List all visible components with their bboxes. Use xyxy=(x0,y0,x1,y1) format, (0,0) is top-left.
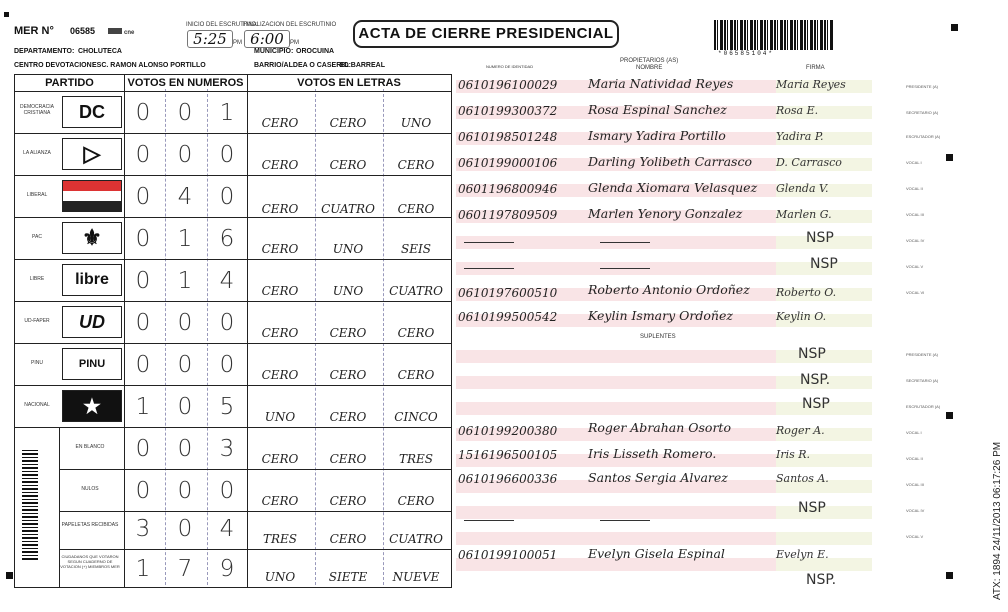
blank-line xyxy=(464,520,514,521)
svg-text:cne: cne xyxy=(124,30,135,36)
word: CERO xyxy=(329,368,367,382)
member-id: 0610196600336 xyxy=(458,472,558,486)
digit: 0 xyxy=(177,436,193,462)
word: CERO xyxy=(261,116,299,130)
word: SEIS xyxy=(401,242,431,256)
digit: 0 xyxy=(135,436,151,462)
role-label: SECRETARIO (A) xyxy=(906,110,939,115)
municipio-label: MUNICIPIO: xyxy=(254,48,294,55)
nacional-star-icon: ★ xyxy=(62,390,122,422)
digit: 1 xyxy=(177,268,193,294)
member-name: Darling Yolibeth Carrasco xyxy=(588,154,752,169)
nsp-mark: NSP. xyxy=(806,572,837,588)
left-barcode xyxy=(22,448,38,560)
digit: 0 xyxy=(135,184,151,210)
corner-mark-r1 xyxy=(946,154,953,161)
member-signature: Maria Reyes xyxy=(776,78,846,91)
digit: 4 xyxy=(219,516,235,542)
member-id: 0610198501248 xyxy=(458,130,558,144)
member-id: 0610196100029 xyxy=(458,78,558,92)
role-label: PRESIDENTE (A) xyxy=(906,84,939,89)
word: CUATRO xyxy=(389,532,443,546)
word: TRES xyxy=(398,452,434,466)
party-label-ud: UD-FAPER xyxy=(24,318,50,324)
centro-value: ESC. RAMON ALONSO PORTILLO xyxy=(92,62,206,69)
digit: 0 xyxy=(219,478,235,504)
nsp-mark: NSP xyxy=(798,500,826,516)
word: UNO xyxy=(264,570,296,584)
role-label: SECRETARIO (A) xyxy=(906,378,939,383)
ud-logo: UD xyxy=(62,306,122,338)
party-label-liberal: LIBERAL xyxy=(26,192,48,198)
party-label-pac: PAC xyxy=(32,234,42,240)
word: CERO xyxy=(329,116,367,130)
member-name: Santos Sergia Alvarez xyxy=(588,470,728,485)
member-name: Rosa Espinal Sanchez xyxy=(588,102,727,117)
digit: 3 xyxy=(219,436,235,462)
digit: 1 xyxy=(219,100,235,126)
member-name: Ismary Yadira Portillo xyxy=(588,128,726,143)
pm-label-2: PM xyxy=(290,40,299,46)
digit: 0 xyxy=(135,268,151,294)
role-label: VOCAL IV xyxy=(906,508,925,513)
member-name: Marlen Yenory Gonzalez xyxy=(588,206,743,221)
member-id: 0601196800946 xyxy=(458,182,558,196)
pac-logo: ⚜ xyxy=(62,222,122,254)
role-label: VOCAL V xyxy=(906,534,924,539)
word: CINCO xyxy=(394,410,438,424)
digit: 4 xyxy=(219,268,235,294)
member-signature: Evelyn E. xyxy=(776,548,829,561)
digit: 5 xyxy=(219,394,235,420)
member-signature: Roberto O. xyxy=(776,286,837,299)
digit: 0 xyxy=(177,478,193,504)
blank-line xyxy=(600,520,650,521)
side-stamp: ATX: 1894 24/11/2013 06:17:26 PM xyxy=(992,441,1003,600)
digit: 0 xyxy=(135,100,151,126)
word: CERO xyxy=(397,494,435,508)
document-title: ACTA DE CIERRE PRESIDENCIAL xyxy=(353,20,619,48)
word: CUATRO xyxy=(389,284,443,298)
word: CERO xyxy=(329,494,367,508)
cne-logo xyxy=(108,24,148,36)
member-id: 0610199100051 xyxy=(458,548,558,562)
role-label: VOCAL I xyxy=(906,430,922,435)
word: CERO xyxy=(397,368,435,382)
propietarios-label: PROPIETARIOS (AS) xyxy=(620,58,679,64)
word: CUATRO xyxy=(321,202,375,216)
libre-logo: libre xyxy=(62,264,122,296)
digit: 7 xyxy=(177,556,193,582)
departamento-value: CHOLUTECA xyxy=(78,48,122,55)
digit: 0 xyxy=(135,226,151,252)
word: TRES xyxy=(262,532,298,546)
role-label: VOCAL I xyxy=(906,160,922,165)
pm-label-1: PM xyxy=(233,40,242,46)
ciudadanos-label: CIUDADANOS QUE VOTARON SEGUN CUADERNO DE VOTACION (+) MIEMBROS MER xyxy=(60,554,120,569)
member-signature: Glenda V. xyxy=(776,182,829,195)
suplentes-label: SUPLENTES xyxy=(640,334,676,340)
digit: 4 xyxy=(177,184,193,210)
nsp-mark: NSP. xyxy=(800,372,831,388)
digit: 0 xyxy=(177,310,193,336)
role-label: ESCRUTADOR (A) xyxy=(906,404,941,409)
inicio-time: 5:25 xyxy=(187,30,233,48)
digit: 1 xyxy=(135,556,151,582)
word: CERO xyxy=(397,202,435,216)
nsp-mark: NSP xyxy=(798,346,826,362)
role-label: VOCAL III xyxy=(906,482,924,487)
member-name: Iris Lisseth Romero. xyxy=(588,446,717,461)
word: CERO xyxy=(261,202,299,216)
digit: 1 xyxy=(177,226,193,252)
barrio-label: BARRIO/ALDEA O CASERIO: xyxy=(254,62,351,69)
corner-mark-r2 xyxy=(946,412,953,419)
digit: 0 xyxy=(135,310,151,336)
word: CERO xyxy=(261,242,299,256)
firma-label: FIRMA xyxy=(806,65,825,71)
fin-label: FINALIZACION DEL ESCRUTINIO xyxy=(243,22,337,28)
member-name: Evelyn Gisela Espinal xyxy=(588,546,725,561)
digit: 1 xyxy=(135,394,151,420)
word: CERO xyxy=(397,158,435,172)
fin-time: 6:00 xyxy=(244,30,290,48)
centro-label: CENTRO DEVOTACION: xyxy=(14,62,94,69)
digit: 9 xyxy=(219,556,235,582)
word: NUEVE xyxy=(392,570,440,584)
member-signature: Santos A. xyxy=(776,472,829,485)
member-signature: Marlen G. xyxy=(776,208,832,221)
corner-mark-br xyxy=(946,572,953,579)
blank-line xyxy=(464,242,514,243)
member-id: 0610199000106 xyxy=(458,156,558,170)
word: CERO xyxy=(261,452,299,466)
party-label-pinu: PINU xyxy=(31,360,43,366)
nulos-label: NULOS xyxy=(81,486,99,492)
papeletas-label: PAPELETAS RECIBIDAS xyxy=(61,522,119,528)
member-id: 0601197809509 xyxy=(458,208,558,222)
mer-label: MER N° xyxy=(14,25,54,37)
alianza-logo: ▷ xyxy=(62,138,122,170)
word: CERO xyxy=(329,452,367,466)
digit: 0 xyxy=(135,142,151,168)
member-id: 0610199300372 xyxy=(458,104,558,118)
top-barcode-text: *06585104* xyxy=(718,50,775,57)
member-signature: Roger A. xyxy=(776,424,825,437)
nsp-mark: NSP xyxy=(802,396,830,412)
word: CERO xyxy=(261,158,299,172)
word: UNO xyxy=(400,116,432,130)
identidad-label: NUMERO DE IDENTIDAD xyxy=(486,64,534,69)
role-label: VOCAL II xyxy=(906,186,923,191)
pinu-logo: PINU xyxy=(62,348,122,380)
word: SIETE xyxy=(328,570,368,584)
word: CERO xyxy=(261,494,299,508)
digit: 0 xyxy=(177,352,193,378)
role-label: VOCAL II xyxy=(906,456,923,461)
party-rows xyxy=(14,74,450,586)
digit: 0 xyxy=(135,352,151,378)
digit: 3 xyxy=(135,516,151,542)
word: UNO xyxy=(332,242,364,256)
departamento-label: DEPARTAMENTO: xyxy=(14,48,75,55)
dc-logo: DC xyxy=(62,96,122,128)
role-label: VOCAL III xyxy=(906,212,924,217)
member-id: 0610197600510 xyxy=(458,286,558,300)
blank-line xyxy=(600,268,650,269)
party-label-nacional: NACIONAL xyxy=(24,402,50,408)
member-name: Keylin Ismary Ordoñez xyxy=(588,308,733,323)
word: CERO xyxy=(261,284,299,298)
member-id: 0610199200380 xyxy=(458,424,558,438)
corner-mark-tl xyxy=(4,12,9,17)
digit: 0 xyxy=(219,184,235,210)
blank-line xyxy=(600,242,650,243)
digit: 0 xyxy=(177,516,193,542)
en-blanco-label: EN BLANCO xyxy=(75,444,105,450)
member-signature: Rosa E. xyxy=(776,104,819,117)
role-label: VOCAL IV xyxy=(906,238,925,243)
party-label-dc: DEMOCRACIA CRISTIANA xyxy=(20,104,54,116)
role-label: VOCAL VI xyxy=(906,290,925,295)
word: UNO xyxy=(264,410,296,424)
member-id: 1516196500105 xyxy=(458,448,558,462)
role-label: PRESIDENTE (A) xyxy=(906,352,939,357)
top-barcode xyxy=(714,20,834,50)
blank-line xyxy=(464,268,514,269)
digit: 0 xyxy=(219,310,235,336)
mer-number: 06585 xyxy=(70,26,96,36)
word: UNO xyxy=(332,284,364,298)
member-signature: Iris R. xyxy=(776,448,811,461)
nombre-label: NOMBRE xyxy=(636,65,663,71)
digit: 0 xyxy=(177,142,193,168)
member-signature: Keylin O. xyxy=(776,310,827,323)
corner-mark-bl xyxy=(6,572,13,579)
nsp-mark: NSP xyxy=(806,230,834,246)
digit: 0 xyxy=(219,352,235,378)
col-letras-header: VOTOS EN LETRAS xyxy=(297,77,401,89)
digit: 0 xyxy=(135,478,151,504)
member-id: 0610199500542 xyxy=(458,310,558,324)
col-partido-header: PARTIDO xyxy=(45,77,94,89)
barrio-value: EL BARREAL xyxy=(340,62,385,69)
liberal-flag-icon xyxy=(62,180,122,212)
word: CERO xyxy=(329,326,367,340)
party-label-alianza: LA ALIANZA xyxy=(23,150,51,156)
digit: 0 xyxy=(177,394,193,420)
word: CERO xyxy=(329,410,367,424)
word: CERO xyxy=(397,326,435,340)
role-label: ESCRUTADOR (A) xyxy=(906,134,941,139)
corner-mark-tr xyxy=(951,24,958,31)
member-name: Maria Natividad Reyes xyxy=(588,76,734,91)
col-numeros-header: VOTOS EN NUMEROS xyxy=(127,77,244,89)
digit: 0 xyxy=(177,100,193,126)
party-label-libre: LIBRE xyxy=(29,276,45,282)
word: CERO xyxy=(329,532,367,546)
digit: 0 xyxy=(219,142,235,168)
municipio-value: OROCUINA xyxy=(296,48,335,55)
word: CERO xyxy=(261,368,299,382)
role-label: VOCAL V xyxy=(906,264,924,269)
word: CERO xyxy=(329,158,367,172)
member-name: Roberto Antonio Ordoñez xyxy=(588,282,750,297)
member-name: Glenda Xiomara Velasquez xyxy=(588,180,758,195)
word: CERO xyxy=(261,326,299,340)
member-name: Roger Abrahan Osorto xyxy=(588,420,731,435)
digit: 6 xyxy=(219,226,235,252)
member-signature: D. Carrasco xyxy=(776,156,842,169)
member-signature: Yadira P. xyxy=(776,130,824,143)
inicio-label: INICIO DEL ESCRUTINIO: xyxy=(186,22,258,28)
nsp-mark: NSP xyxy=(810,256,838,272)
